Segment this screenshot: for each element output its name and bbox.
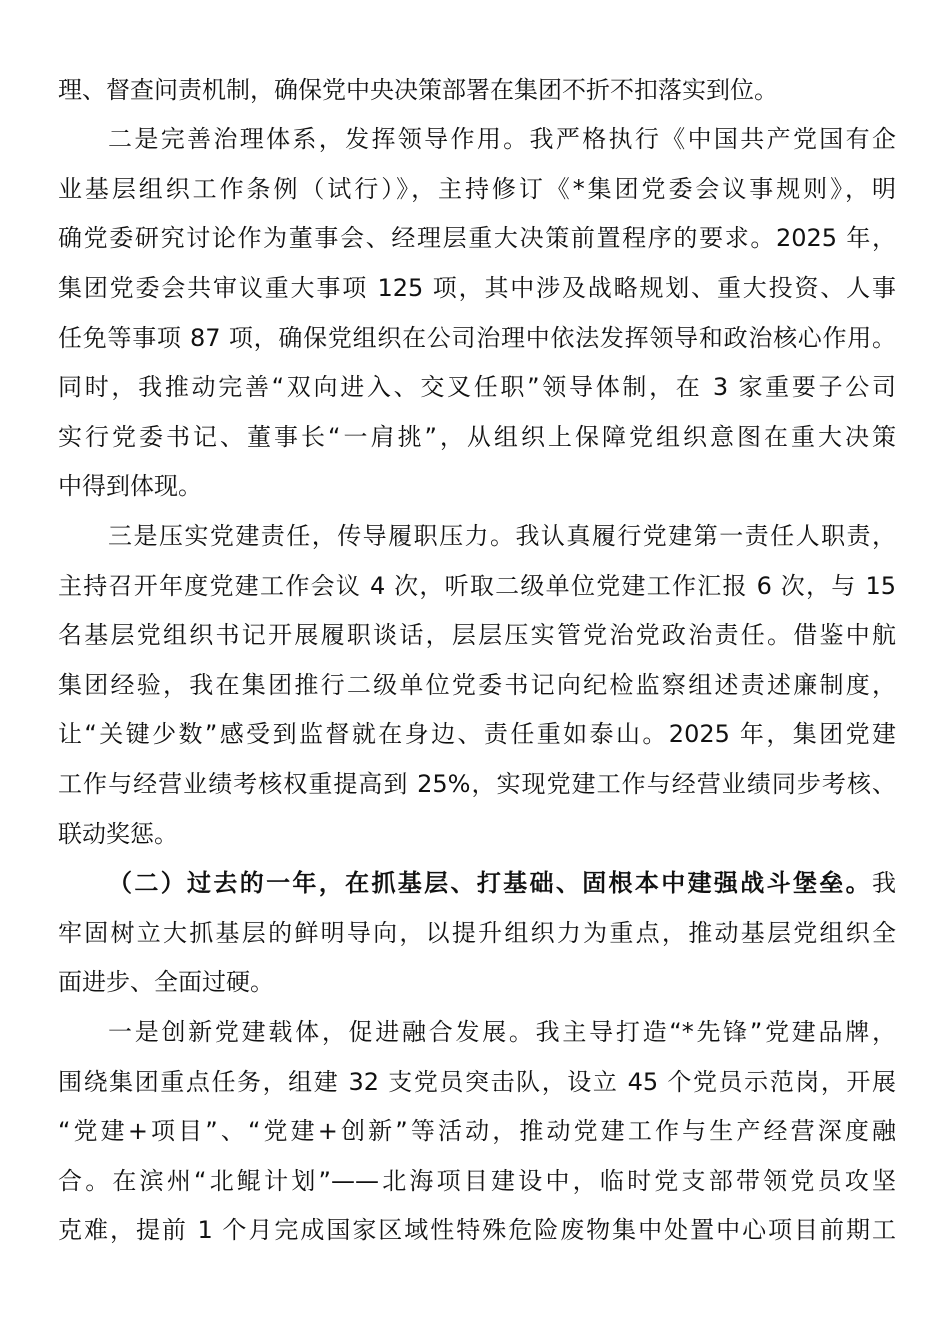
heading-bold-text: （二）过去的一年，在抓基层、打基础、固根本中建强战斗堡垒。 (108, 869, 872, 897)
text-line: “党建+项目”、“党建+创新”等活动，推动党建工作与生产经营深度融 (58, 1117, 896, 1145)
text-line: 联动奖惩。 (58, 820, 178, 848)
text-line: 中得到体现。 (58, 472, 202, 500)
text-line: 业基层组织工作条例（试行）》，主持修订《*集团党委会议事规则》，明 (58, 175, 896, 203)
paragraph-start: 一是创新党建载体，促进融合发展。我主导打造“*先锋”党建品牌， (108, 1018, 896, 1046)
text-line: 让“关键少数”感受到监督就在身边、责任重如泰山。2025 年，集团党建 (58, 720, 896, 748)
text-line: 主持召开年度党建工作会议 4 次，听取二级单位党建工作汇报 6 次，与 15 (58, 572, 896, 600)
text-line: 围绕集团重点任务，组建 32 支党员突击队，设立 45 个党员示范岗，开展 (58, 1068, 896, 1096)
section-heading (108, 866, 896, 900)
paragraph-start: 三是压实党建责任，传导履职压力。我认真履行党建第一责任人职责， (108, 522, 896, 550)
text-line: 实行党委书记、董事长“一肩挑”，从组织上保障党组织意图在重大决策 (58, 423, 896, 451)
text-line: 名基层党组织书记开展履职谈话，层层压实管党治党政治责任。借鉴中航 (58, 621, 896, 649)
heading-rest-text: 我 (872, 869, 896, 897)
text-line: 任免等事项 87 项，确保党组织在公司治理中依法发挥领导和政治核心作用。 (58, 324, 896, 352)
text-line: 面进步、全面过硬。 (58, 968, 274, 996)
text-line: 牢固树立大抓基层的鲜明导向，以提升组织力为重点，推动基层党组织全 (58, 919, 896, 947)
text-line: 工作与经营业绩考核权重提高到 25%，实现党建工作与经营业绩同步考核、 (58, 770, 896, 798)
paragraph-start: 二是完善治理体系，发挥领导作用。我严格执行《中国共产党国有企 (108, 125, 896, 153)
text-line: 确党委研究讨论作为董事会、经理层重大决策前置程序的要求。2025 年， (58, 224, 896, 252)
text-line: 合。在滨州“北鲲计划”——北海项目建设中，临时党支部带领党员攻坚 (58, 1167, 896, 1195)
text-line: 同时，我推动完善“双向进入、交叉任职”领导体制，在 3 家重要子公司 (58, 373, 896, 401)
text-line: 克难，提前 1 个月完成国家区域性特殊危险废物集中处置中心项目前期工 (58, 1216, 896, 1244)
text-line: 集团经验，我在集团推行二级单位党委书记向纪检监察组述责述廉制度， (58, 671, 896, 699)
text-line: 理、督查问责机制，确保党中央决策部署在集团不折不扣落实到位。 (58, 76, 778, 104)
text-line: 集团党委会共审议重大事项 125 项，其中涉及战略规划、重大投资、人事 (58, 274, 896, 302)
